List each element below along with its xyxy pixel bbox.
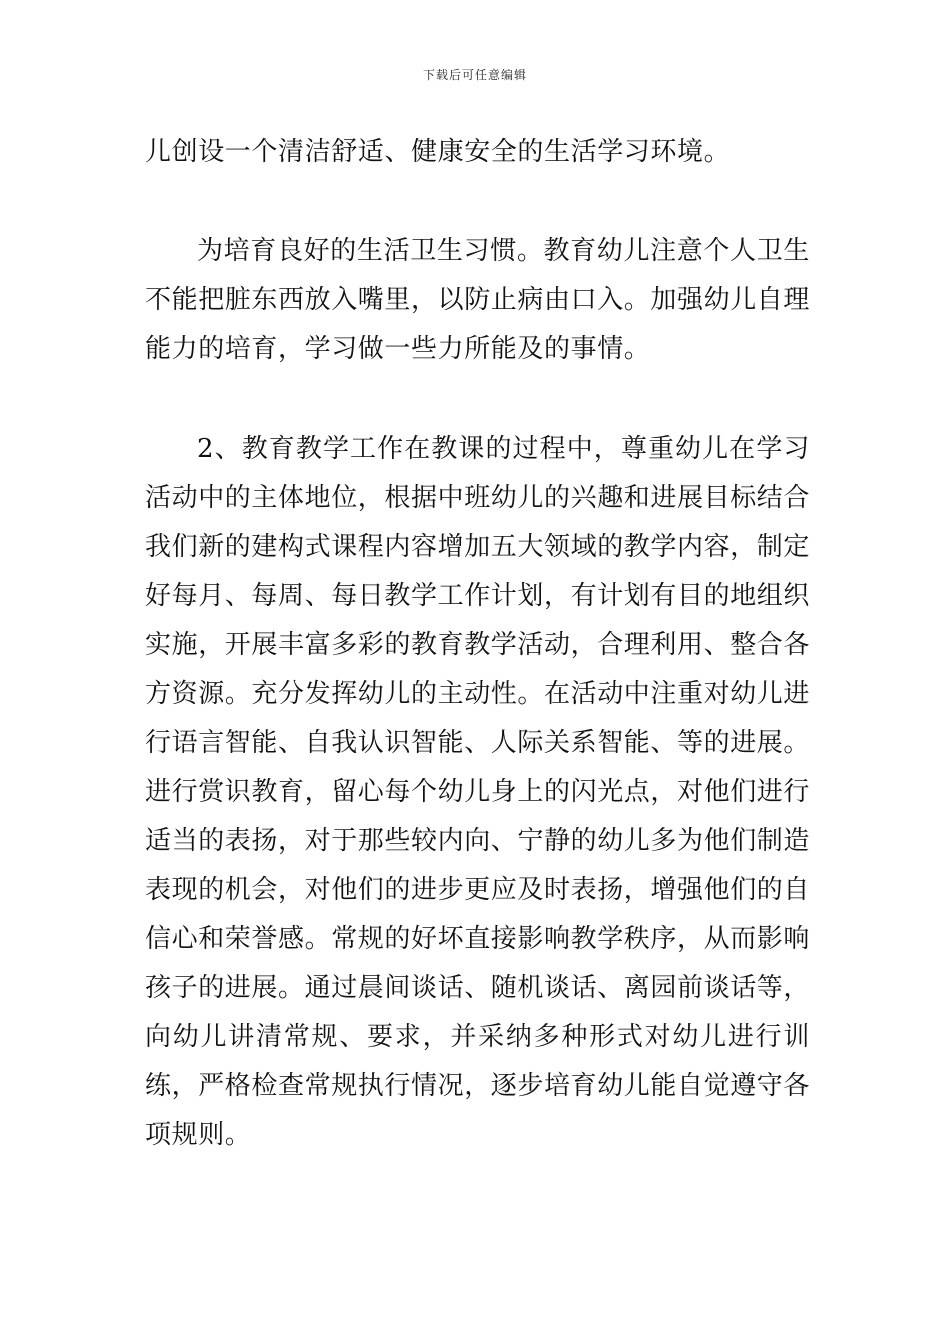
paragraph-hygiene-habits: 为培育良好的生活卫生习惯。教育幼儿注意个人卫生不能把脏东西放入嘴里，以防止病由口入。加强幼儿自理能力的培育，学习做一些力所能及的事情。 xyxy=(145,236,811,364)
paragraph-teaching-work: 2、教育教学工作在教课的过程中，尊重幼儿在学习活动中的主体地位，根据中班幼儿的兴趣和进展目标结合我们新的建构式课程内容增加五大领域的教学内容，制定好每月、每周、每日教学工作计划，有计划有目的地组织实施，开展丰富多彩的教育教学活动，合理利用、整合各方资源。充分发挥幼儿的主动性。在活动中注重对幼儿进行语言智能、自我认识智能、人际关系智能、等的进展。进行赏识教育，留心每个幼儿身上的闪光点，对他们进行适当的表扬，对于那些较内向、宁静的幼儿多为他们制造表现的机会，对他们的进步更应及时表扬，增强他们的自信心和荣誉感。常规的好坏直接影响教学秩序，从而影响孩子的进展。通过晨间谈话、随机谈话、离园前谈话等，向幼儿讲清常规、要求，并采纳多种形式对幼儿进行训练，严格检查常规执行情况，逐步培育幼儿能自觉遵守各项规则。 xyxy=(145,434,811,1150)
paragraph-continuation: 儿创设一个清洁舒适、健康安全的生活学习环境。 xyxy=(145,137,731,167)
page-header-note: 下载后可任意编辑 xyxy=(422,68,527,82)
document-body xyxy=(145,128,810,1211)
